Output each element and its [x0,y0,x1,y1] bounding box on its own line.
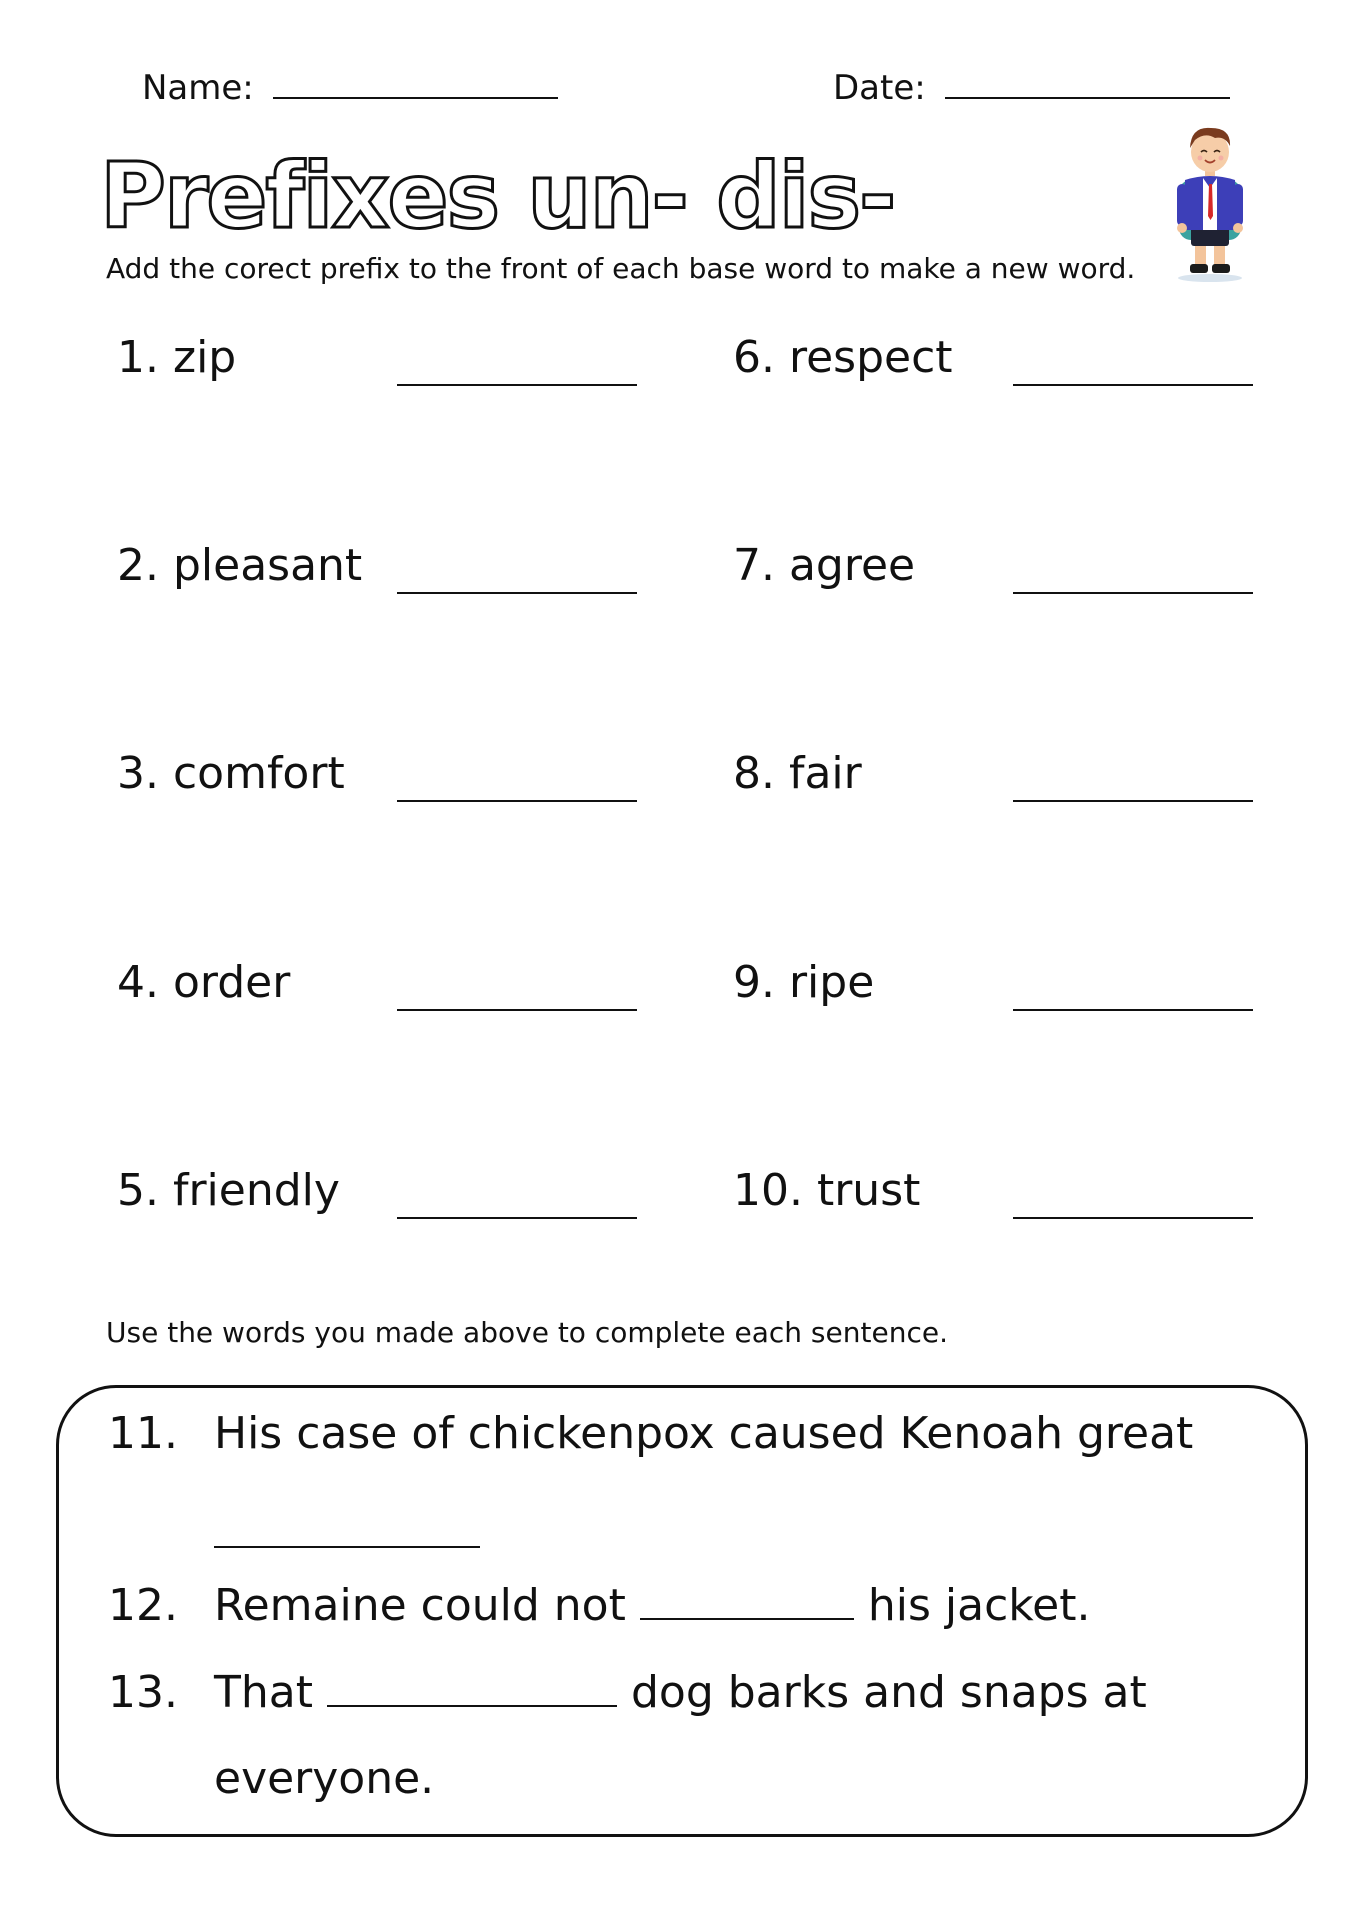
sentence-12-before: Remaine could not [214,1580,626,1631]
item-8-answer-line[interactable] [1013,800,1253,802]
sentence-12-after: his jacket. [867,1580,1091,1631]
sentence-instructions: Use the words you made above to complete each sentence. [106,1316,948,1349]
date-input-line[interactable] [945,97,1230,99]
item-2-answer-line[interactable] [397,592,637,594]
boy-with-backpack-icon [1165,118,1255,283]
sentence-13-blank[interactable] [327,1704,617,1707]
sentence-13-after: dog barks and snaps at [630,1667,1147,1718]
item-6-label: 6. respect [733,332,953,383]
sentence-11-text: His case of chickenpox caused Kenoah great [214,1408,1194,1459]
item-5-label: 5. friendly [117,1165,340,1216]
sentence-12-blank[interactable] [640,1617,854,1620]
item-6-answer-line[interactable] [1013,384,1253,386]
sentence-11-number: 11. [108,1408,178,1459]
date-label: Date: [833,68,926,108]
sentence-11-blank[interactable] [214,1546,480,1548]
sentence-13-continuation: everyone. [214,1753,435,1804]
name-field [142,68,558,108]
item-4-label: 4. order [117,957,291,1008]
item-5-answer-line[interactable] [397,1217,637,1219]
item-1-answer-line[interactable] [397,384,637,386]
instructions: Add the corect prefix to the front of each base word to make a new word. [106,252,1136,285]
item-9-answer-line[interactable] [1013,1009,1253,1011]
item-10-answer-line[interactable] [1013,1217,1253,1219]
item-7-answer-line[interactable] [1013,592,1253,594]
sentence-12-number: 12. [108,1580,178,1631]
sentence-12-line [214,1580,1090,1631]
item-7-label: 7. agree [733,540,916,591]
name-input-line[interactable] [273,97,558,99]
item-9-label: 9. ripe [733,957,875,1008]
page-title: Prefixes un- dis- [100,144,895,249]
item-3-answer-line[interactable] [397,800,637,802]
item-4-answer-line[interactable] [397,1009,637,1011]
item-1-label: 1. zip [117,332,237,383]
item-8-label: 8. fair [733,748,862,799]
sentence-13-before: That [214,1667,313,1718]
item-2-label: 2. pleasant [117,540,363,591]
date-field [833,68,1230,108]
item-3-label: 3. comfort [117,748,345,799]
sentence-13-number: 13. [108,1667,178,1718]
sentence-13-line [214,1667,1147,1718]
item-10-label: 10. trust [733,1165,921,1216]
name-label: Name: [142,68,254,108]
